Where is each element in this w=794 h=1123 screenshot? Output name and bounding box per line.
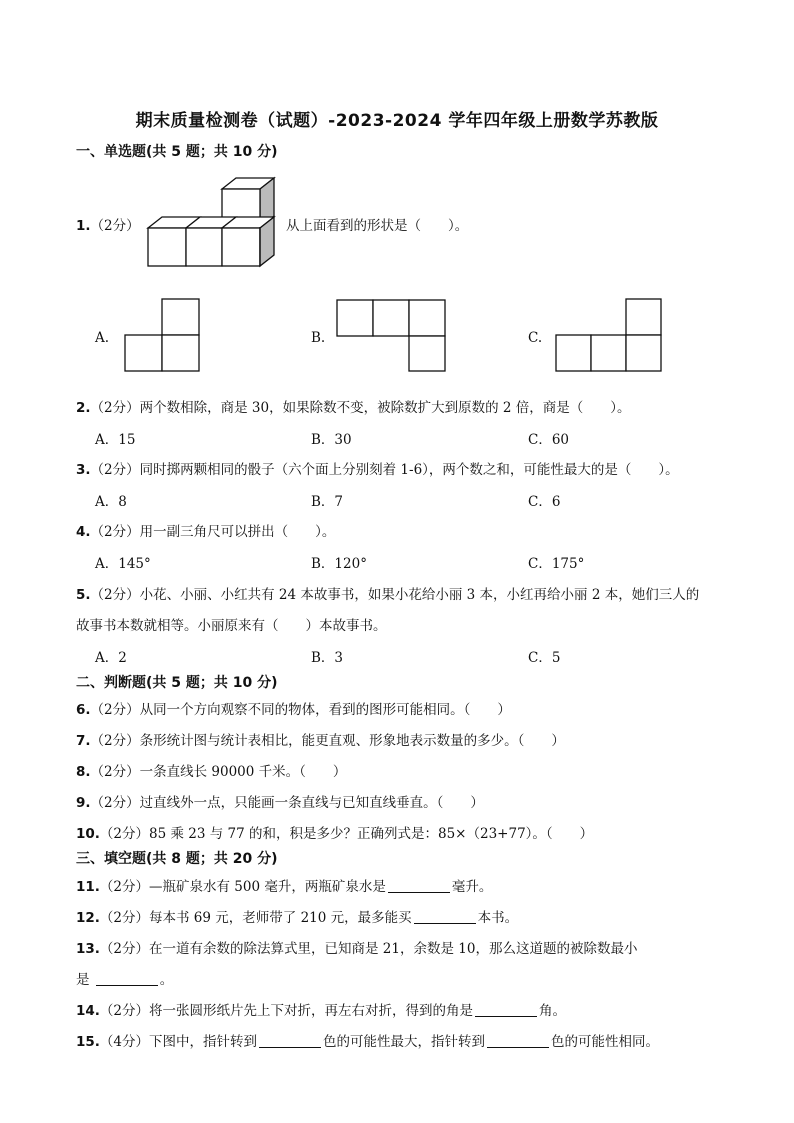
question-14: 14.（2分）将一张圆形纸片先上下对折，再左右对折，得到的角是 角。 bbox=[76, 1003, 567, 1019]
q5-option-b: B．3 bbox=[311, 650, 344, 666]
section-true-false: 二、判断题(共 5 题；共 10 分) bbox=[76, 675, 278, 691]
answer-blank[interactable] bbox=[388, 878, 450, 893]
question-5-line-2: 故事书本数就相等。小丽原来有（ ）本故事书。 bbox=[76, 618, 387, 634]
q1-cube-figure bbox=[146, 178, 286, 273]
q2-option-a: A．15 bbox=[95, 432, 136, 448]
question-7: 7.（2分）条形统计图与统计表相比，能更直观、形象地表示数量的多少。（ ） bbox=[76, 733, 565, 749]
question-2: 2.（2分）两个数相除，商是 30，如果除数不变，被除数扩大到原数的 2 倍，商是（ ）。 bbox=[76, 400, 631, 416]
question-1 bbox=[76, 214, 140, 234]
question-4: 4.（2分）用一副三角尺可以拼出（ ）。 bbox=[76, 524, 336, 540]
question-12: 12.（2分）每本书 69 元，老师带了 210 元，最多能买 本书。 bbox=[76, 910, 519, 926]
q1-option-c-label: C. bbox=[528, 330, 543, 346]
question-13: 13.（2分）在一道有余数的除法算式里，已知商是 21，余数是 10，那么这道题的被除数最小 bbox=[76, 941, 638, 957]
section-single-choice: 一、单选题(共 5 题；共 10 分) bbox=[76, 144, 278, 160]
q5-option-c: C．5 bbox=[528, 650, 561, 666]
q4-option-c: C．175° bbox=[528, 556, 585, 572]
q5-option-a: A．2 bbox=[95, 650, 127, 666]
q1-option-b-figure bbox=[336, 299, 448, 373]
q3-option-b: B．7 bbox=[311, 494, 344, 510]
q3-option-a: A．8 bbox=[95, 494, 127, 510]
q2-option-c: C．60 bbox=[528, 432, 570, 448]
answer-blank[interactable] bbox=[414, 909, 476, 924]
q3-option-c: C．6 bbox=[528, 494, 561, 510]
answer-blank[interactable] bbox=[487, 1033, 549, 1048]
q1-text: 从上面看到的形状是（ ）。 bbox=[286, 218, 469, 234]
question-number: 1. bbox=[76, 218, 91, 234]
q1-option-a-figure bbox=[124, 298, 202, 374]
page-title: 期末质量检测卷（试题）-2023-2024 学年四年级上册数学苏教版 bbox=[135, 111, 659, 131]
question-6: 6.（2分）从同一个方向观察不同的物体，看到的图形可能相同。（ ） bbox=[76, 702, 511, 718]
question-15: 15.（4分）下图中，指针转到 色的可能性最大，指针转到 色的可能性相同。 bbox=[76, 1034, 660, 1050]
question-9: 9.（2分）过直线外一点，只能画一条直线与已知直线垂直。（ ） bbox=[76, 795, 484, 811]
q4-option-a: A．145° bbox=[95, 556, 151, 572]
question-11: 11.（2分）—瓶矿泉水有 500 毫升，两瓶矿泉水是 毫升。 bbox=[76, 879, 493, 895]
question-3: 3.（2分）同时掷两颗相同的骰子（六个面上分别刻着 1-6），两个数之和，可能性最大的是（ ）。 bbox=[76, 462, 679, 478]
answer-blank[interactable] bbox=[259, 1033, 321, 1048]
q1-option-b-label: B. bbox=[311, 330, 326, 346]
question-10: 10.（2分）85 乘 23 与 77 的和，积是多少？正确列式是：85×（23+77）。（ ） bbox=[76, 826, 594, 842]
answer-blank[interactable] bbox=[475, 1002, 537, 1017]
q2-option-b: B．30 bbox=[311, 432, 352, 448]
question-points: （2分） bbox=[90, 218, 140, 234]
q1-option-c-figure bbox=[555, 298, 665, 374]
question-5: 5.（2分）小花、小丽、小红共有 24 本故事书，如果小花给小丽 3 本，小红再给小丽 2 本，她们三人的 bbox=[76, 587, 700, 603]
answer-blank[interactable] bbox=[96, 971, 158, 986]
section-fill-in: 三、填空题(共 8 题；共 20 分) bbox=[76, 851, 278, 867]
question-8: 8.（2分）一条直线长 90000 千米。（ ） bbox=[76, 764, 347, 780]
q4-option-b: B．120° bbox=[311, 556, 367, 572]
question-13-line-2: 是 。 bbox=[76, 972, 174, 988]
q1-option-a-label: A. bbox=[95, 330, 110, 346]
